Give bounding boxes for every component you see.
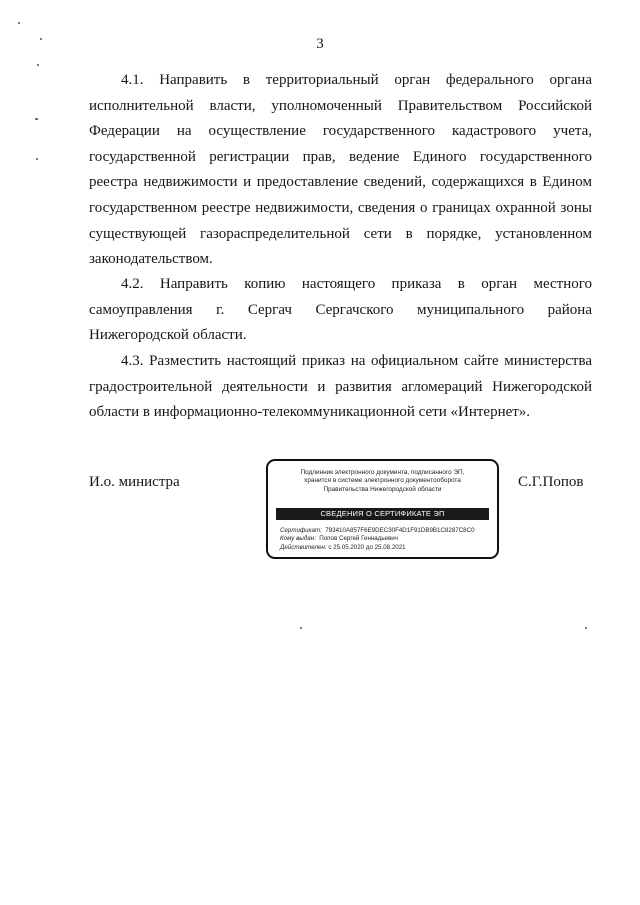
certificate-row: [280, 527, 491, 535]
electronic-signature-stamp: [266, 459, 499, 559]
stamp-details: [280, 527, 491, 552]
stamp-header-line: Подлинник электронного документа, подписанного ЭП,: [300, 469, 465, 476]
scan-speck: [37, 64, 39, 66]
paragraph-4-1: 4.1. Направить в территориальный орган федерального органа исполнительной власти, уполномоченный Правительством Российской Федерации на осуществление государственного кадастрового учета, государственной регистрации прав, ведение Единого государственного реестра недвижимости и предоставление сведений, содержащихся в Едином государственном реестре недвижимости, сведения о границах охранной зоны существующей газораспределительной сети в порядке, установленном законодательством.: [89, 72, 592, 268]
stamp-header-line: Правительства Нижегородской области: [323, 485, 442, 493]
certificate-value: 793410A857F6E9DEC30F4D1F91DB9B1C8287C8C0: [325, 527, 475, 534]
scan-speck: [35, 118, 38, 120]
scan-speck: [40, 38, 42, 40]
issued-to-label: Кому выдан:: [280, 535, 316, 543]
stamp-header: [274, 469, 491, 494]
issued-to-row: [280, 535, 491, 543]
scan-speck: [36, 158, 38, 160]
scan-speck: [300, 627, 302, 629]
page-number: 3: [316, 36, 324, 52]
scan-speck: [18, 22, 20, 24]
scan-speck: [585, 627, 587, 629]
valid-label: Действителен:: [280, 543, 327, 551]
paragraph-4-3: 4.3. Разместить настоящий приказ на официальном сайте министерства градостроительной деятельности и развития агломераций Нижегородской области в информационно-телекоммуникационной сети «Интернет».: [89, 353, 592, 421]
signer-name: С.Г.Попов: [518, 474, 584, 490]
signer-role: И.о. министра: [89, 474, 180, 490]
valid-row: [280, 544, 491, 552]
certificate-label: Сертификат:: [280, 527, 322, 534]
stamp-header-line: хранится в системе электронного документооборота: [304, 477, 461, 485]
stamp-title: СВЕДЕНИЯ О СЕРТИФИКАТЕ ЭП: [276, 508, 489, 520]
issued-to-value: Попов Сергей Геннадьевич: [319, 535, 398, 543]
paragraph-4-2: 4.2. Направить копию настоящего приказа в орган местного самоуправления г. Сергач Сергачского муниципального района Нижегородской области.: [89, 276, 592, 344]
valid-value: с 25.05.2020 до 25.08.2021: [328, 543, 406, 551]
